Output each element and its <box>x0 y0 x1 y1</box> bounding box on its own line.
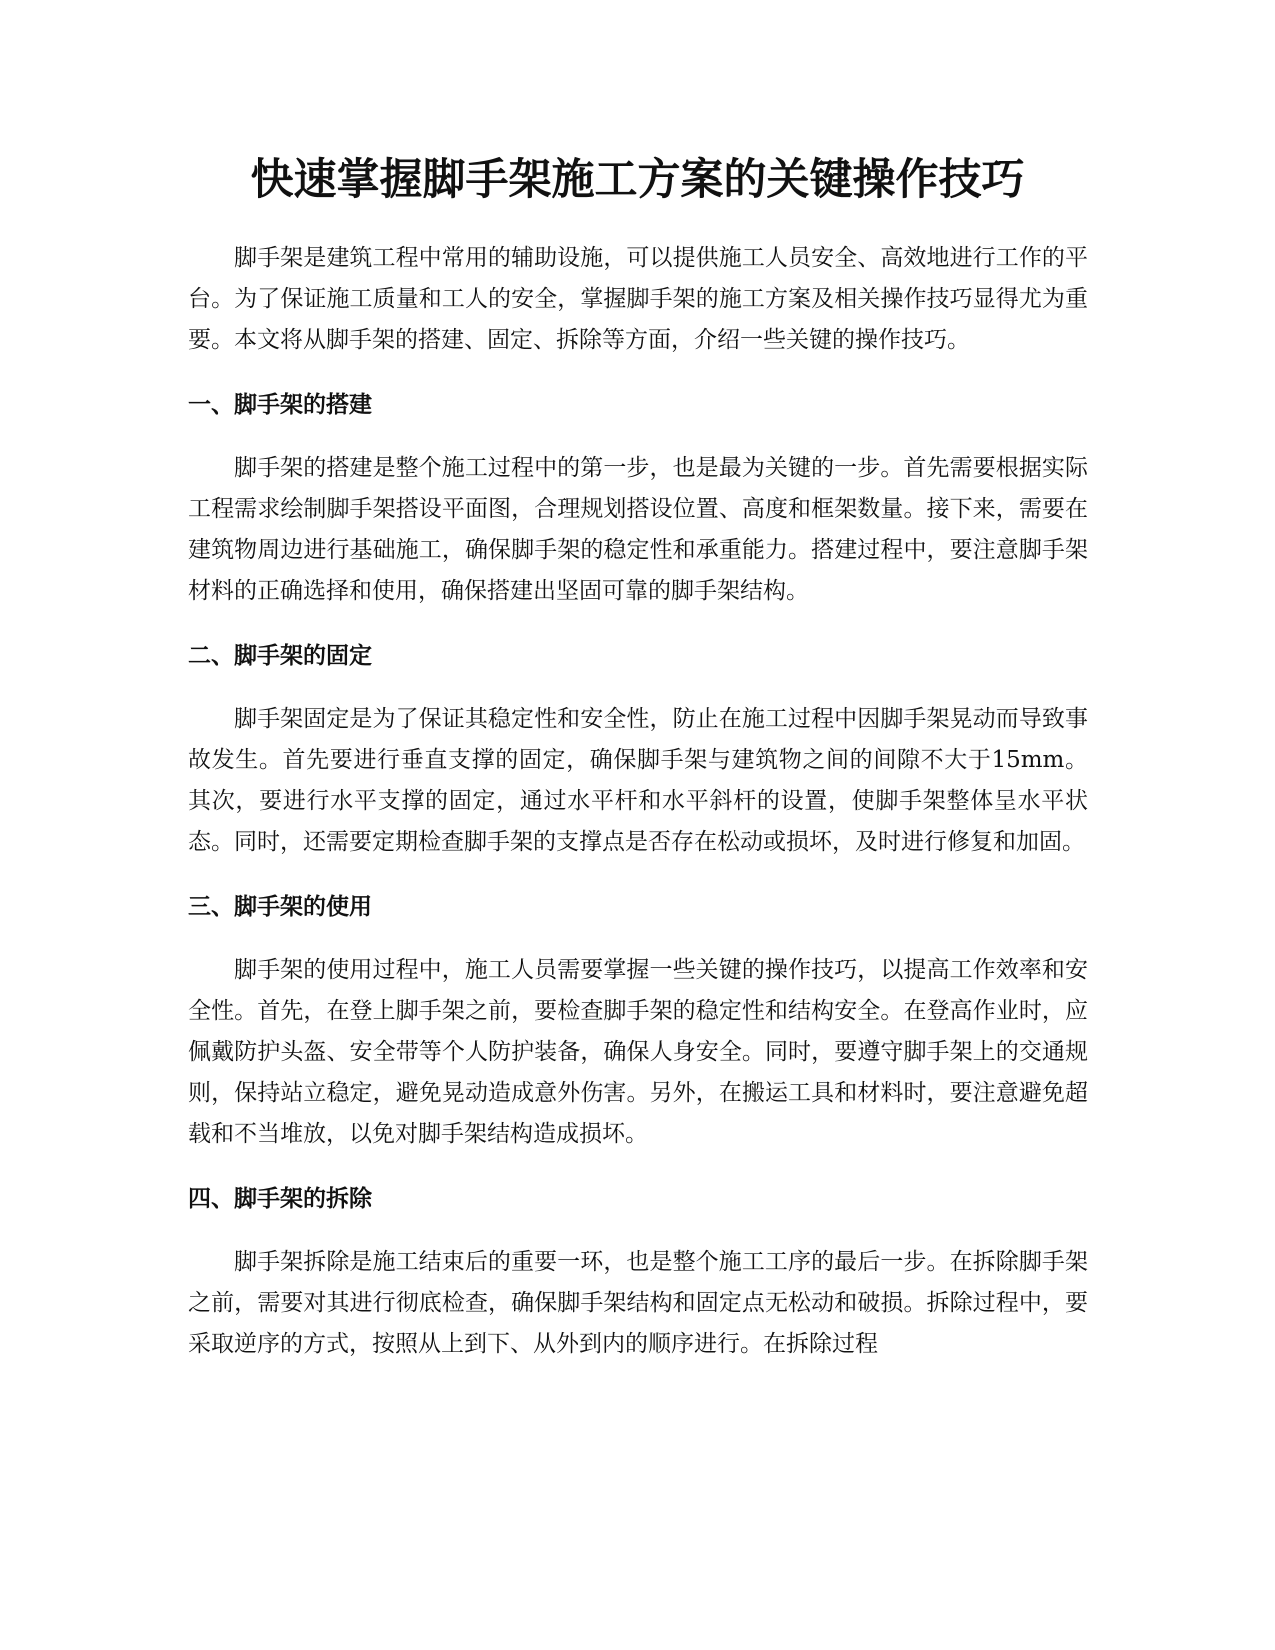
section-paragraph-build: 脚手架的搭建是整个施工过程中的第一步，也是最为关键的一步。首先需要根据实际工程需求绘制脚手架搭设平面图，合理规划搭设位置、高度和框架数量。接下来，需要在建筑物周边进行基础施工，确保脚手架的稳定性和承重能力。搭建过程中，要注意脚手架材料的正确选择和使用，确保搭建出坚固可靠的脚手架结构。 <box>188 455 1088 604</box>
document-body <box>188 238 1088 1365</box>
spacer <box>188 677 1088 699</box>
section-heading-fix: 二、脚手架的固定 <box>188 643 372 669</box>
spacer <box>188 928 1088 950</box>
spacer <box>188 361 1088 385</box>
section-paragraph-dismantle: 脚手架拆除是施工结束后的重要一环，也是整个施工工序的最后一步。在拆除脚手架之前，需要对其进行彻底检查，确保脚手架结构和固定点无松动和破损。拆除过程中，要采取逆序的方式，按照从上到下、从外到内的顺序进行。在拆除过程 <box>188 1249 1088 1357</box>
spacer <box>188 1220 1088 1242</box>
section-heading-dismantle: 四、脚手架的拆除 <box>188 1186 372 1212</box>
intro-paragraph: 脚手架是建筑工程中常用的辅助设施，可以提供施工人员安全、高效地进行工作的平台。为了保证施工质量和工人的安全，掌握脚手架的施工方案及相关操作技巧显得尤为重要。本文将从脚手架的搭建、固定、拆除等方面，介绍一些关键的操作技巧。 <box>188 245 1088 353</box>
spacer <box>188 1155 1088 1179</box>
document-title: 快速掌握脚手架施工方案的关键操作技巧 <box>250 155 1025 205</box>
section-paragraph-use: 脚手架的使用过程中，施工人员需要掌握一些关键的操作技巧，以提高工作效率和安全性。首先，在登上脚手架之前，要检查脚手架的稳定性和结构安全。在登高作业时，应佩戴防护头盔、安全带等个人防护装备，确保人身安全。同时，要遵守脚手架上的交通规则，保持站立稳定，避免晃动造成意外伤害。另外，在搬运工具和材料时，要注意避免超载和不当堆放，以免对脚手架结构造成损坏。 <box>188 957 1088 1147</box>
spacer <box>188 612 1088 636</box>
spacer <box>188 426 1088 448</box>
section-paragraph-fix: 脚手架固定是为了保证其稳定性和安全性，防止在施工过程中因脚手架晃动而导致事故发生。首先要进行垂直支撑的固定，确保脚手架与建筑物之间的间隙不大于15mm。其次，要进行水平支撑的固定，通过水平杆和水平斜杆的设置，使脚手架整体呈水平状态。同时，还需要定期检查脚手架的支撑点是否存在松动或损坏，及时进行修复和加固。 <box>188 706 1088 855</box>
section-heading-build: 一、脚手架的搭建 <box>188 392 372 418</box>
spacer <box>188 863 1088 887</box>
section-heading-use: 三、脚手架的使用 <box>188 894 372 920</box>
